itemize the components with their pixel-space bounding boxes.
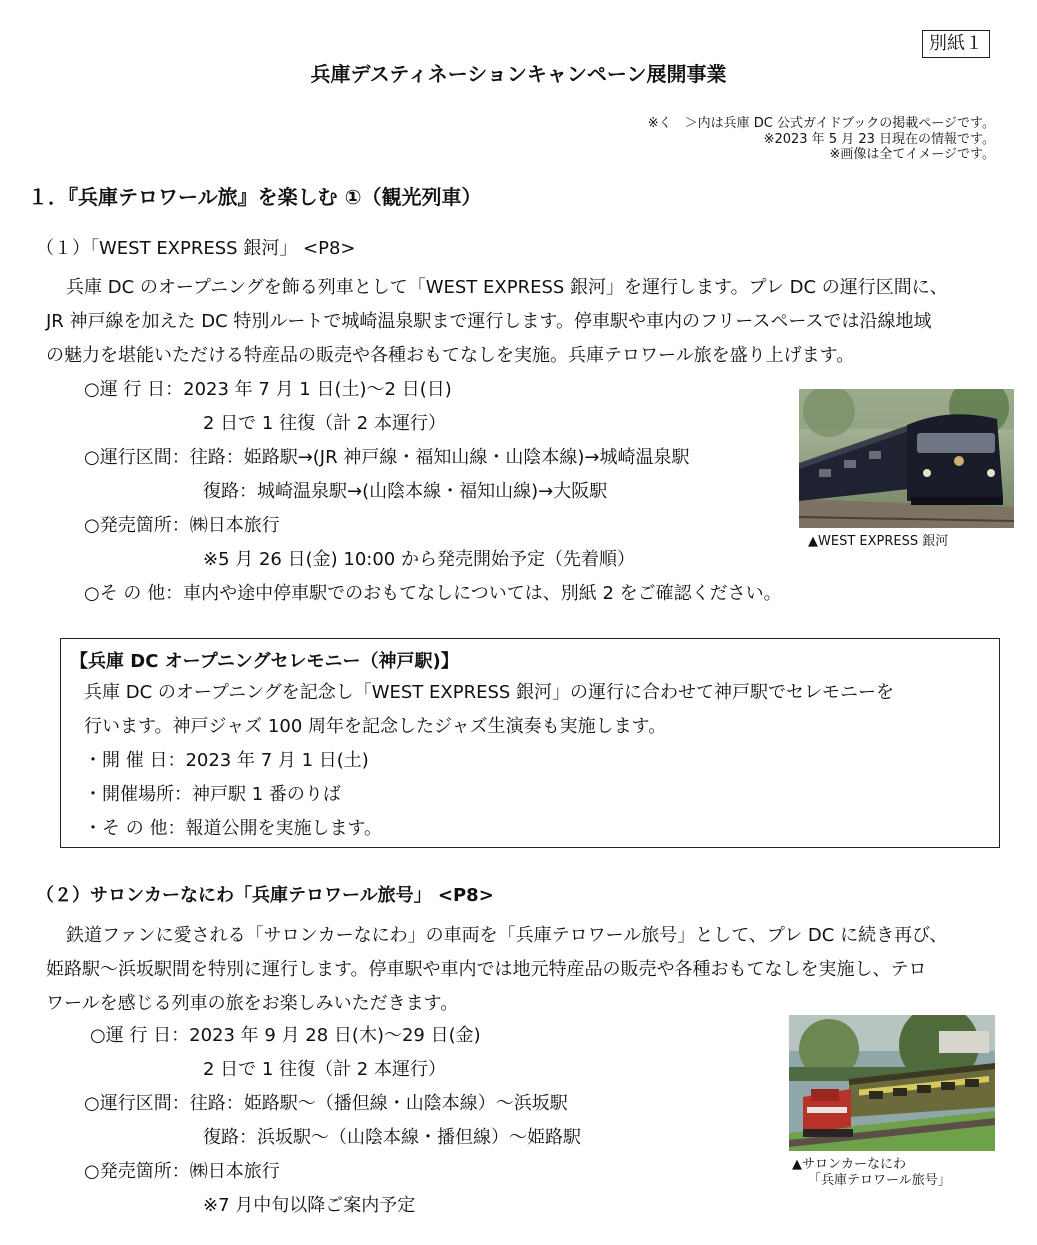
detail-line: 復路：浜坂駅～（山陰本線・播但線）～姫路駅 bbox=[203, 1127, 581, 1148]
note-line: ※2023 年 5 月 23 日現在の情報です。 bbox=[763, 131, 995, 147]
photo-caption: ▲WEST EXPRESS 銀河 bbox=[808, 534, 949, 549]
detail-line: 2 日で 1 往復（計 2 本運行） bbox=[203, 413, 446, 434]
detail-line: 2 日で 1 往復（計 2 本運行） bbox=[203, 1059, 446, 1080]
detail-line: ○そ の 他：車内や途中停車駅でのおもてなしについては、別紙 2 をご確認ください。 bbox=[84, 583, 782, 604]
subsection-heading-galaxy: （１）「WEST EXPRESS 銀河」 <P8> bbox=[36, 238, 356, 259]
paragraph-line: ワールを感じる列車の旅をお楽しみいただきます。 bbox=[46, 993, 459, 1014]
ceremony-line: ・そ の 他：報道公開を実施します。 bbox=[84, 818, 383, 839]
section-heading: １．『兵庫テロワール旅』を楽しむ ①（観光列車） bbox=[28, 185, 482, 209]
ceremony-line: ・開催場所：神戸駅 1 番のりば bbox=[84, 784, 341, 805]
note-line: ※画像は全てイメージです。 bbox=[829, 147, 995, 162]
photo-caption: ▲サロンカーなにわ bbox=[792, 1157, 906, 1172]
detail-line: ○発売箇所：㈱日本旅行 bbox=[84, 1161, 280, 1182]
notes bbox=[648, 116, 995, 163]
west-express-train-photo bbox=[799, 389, 1014, 528]
ceremony-line: 兵庫 DC のオープニングを記念し「WEST EXPRESS 銀河」の運行に合わせて神戸駅でセレモニーを bbox=[84, 682, 895, 703]
detail-line: ※7 月中旬以降ご案内予定 bbox=[203, 1195, 416, 1216]
note-line: ※く ＞内は兵庫 DC 公式ガイドブックの掲載ページです。 bbox=[647, 116, 995, 131]
paragraph-line: の魅力を堪能いただける特産品の販売や各種おもてなしを実施。兵庫テロワール旅を盛り上げます。 bbox=[46, 345, 855, 366]
photo-caption: 「兵庫テロワール旅号」 bbox=[808, 1173, 951, 1188]
ceremony-line: ・開 催 日：2023 年 7 月 1 日(土) bbox=[84, 750, 369, 771]
detail-line: ○発売箇所：㈱日本旅行 bbox=[84, 515, 280, 536]
detail-line: ○運行区間：往路：姫路駅～（播但線・山陰本線）～浜坂駅 bbox=[84, 1093, 568, 1114]
paragraph-line: 姫路駅～浜坂駅間を特別に運行します。停車駅や車内では地元特産品の販売や各種おもてなしを実施し、テロ bbox=[46, 959, 927, 980]
salon-car-train-photo bbox=[789, 1015, 995, 1151]
ceremony-heading: 【兵庫 DC オープニングセレモニー（神戸駅)】 bbox=[70, 651, 459, 672]
paragraph-line: JR 神戸線を加えた DC 特別ルートで城崎温泉駅まで運行します。停車駅や車内のフリースペースでは沿線地域 bbox=[46, 311, 932, 332]
detail-line: ○運行区間：往路：姫路駅→(JR 神戸線・福知山線・山陰本線)→城崎温泉駅 bbox=[84, 447, 690, 468]
paragraph-line: 兵庫 DC のオープニングを飾る列車として「WEST EXPRESS 銀河」を運行します。プレ DC の運行区間に、 bbox=[66, 277, 948, 298]
paragraph-line: 鉄道ファンに愛される「サロンカーなにわ」の車両を「兵庫テロワール旅号」として、プレ DC に続き再び、 bbox=[66, 925, 948, 946]
detail-line: ※5 月 26 日(金) 10:00 から発売開始予定（先着順） bbox=[203, 549, 635, 570]
page-title: 兵庫デスティネーションキャンペーン展開事業 bbox=[310, 62, 727, 86]
detail-line: 復路：城崎温泉駅→(山陰本線・福知山線)→大阪駅 bbox=[203, 481, 608, 502]
ceremony-line: 行います。神戸ジャズ 100 周年を記念したジャズ生演奏も実施します。 bbox=[84, 716, 667, 737]
attachment-badge: 別紙１ bbox=[922, 30, 990, 58]
detail-line: ○運 行 日：2023 年 7 月 1 日(土)～2 日(日) bbox=[84, 379, 452, 400]
detail-line: ○運 行 日：2023 年 9 月 28 日(木)～29 日(金) bbox=[90, 1025, 481, 1046]
subsection-heading-salon-car: （２）サロンカーなにわ「兵庫テロワール旅号」 <P8> bbox=[36, 885, 494, 906]
